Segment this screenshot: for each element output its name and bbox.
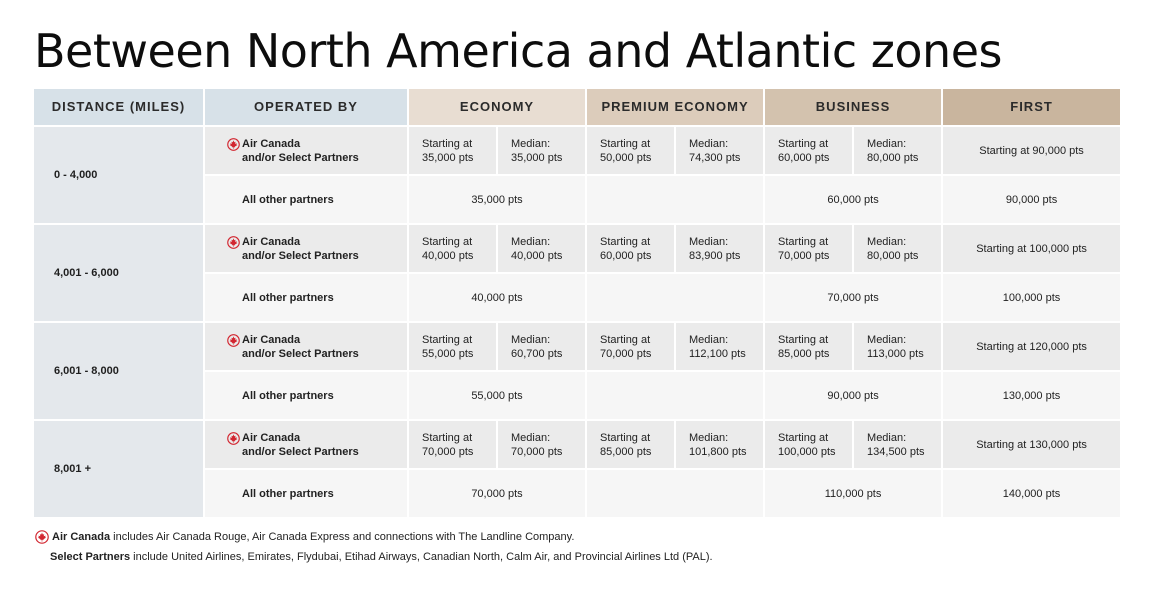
operator-other-partners: All other partners xyxy=(205,176,409,225)
table-row xyxy=(34,225,1122,274)
footnote-sp-text: include United Airlines, Emirates, Flydubai, Etihad Airways, Canadian North, Calm Air, and Provincial Airlines Ltd (PAL). xyxy=(133,551,713,563)
premium-starting-value: 85,000 pts xyxy=(600,445,652,458)
business-starting-label: Starting at xyxy=(778,137,829,150)
economy-median-label: Median: xyxy=(511,235,551,248)
table-row xyxy=(34,323,1122,372)
economy-median xyxy=(498,421,587,470)
footnote-select-partners xyxy=(50,551,713,563)
first-starting: Starting at 90,000 pts xyxy=(943,127,1122,176)
business-median-value: 80,000 pts xyxy=(867,151,919,164)
economy-other: 55,000 pts xyxy=(409,372,587,421)
table-row xyxy=(34,421,1122,470)
business-other: 110,000 pts xyxy=(765,470,943,519)
header-business: BUSINESS xyxy=(765,89,943,127)
premium-starting xyxy=(587,225,676,274)
business-median-value: 80,000 pts xyxy=(867,249,919,262)
economy-median-value: 70,000 pts xyxy=(511,445,563,458)
page-title: Between North America and Atlantic zones xyxy=(34,24,1002,78)
premium-other xyxy=(587,372,765,421)
economy-median-value: 60,700 pts xyxy=(511,347,563,360)
premium-starting xyxy=(587,127,676,176)
business-median-value: 113,000 pts xyxy=(867,347,924,360)
header-row xyxy=(34,89,1122,127)
economy-starting-value: 70,000 pts xyxy=(422,445,474,458)
business-starting-value: 70,000 pts xyxy=(778,249,830,262)
premium-median xyxy=(676,421,765,470)
distance-band: 4,001 - 6,000 xyxy=(34,225,205,323)
economy-median-value: 40,000 pts xyxy=(511,249,563,262)
header-first: FIRST xyxy=(943,89,1122,127)
maple-leaf-icon xyxy=(225,236,242,249)
premium-starting-label: Starting at xyxy=(600,333,651,346)
business-starting-value: 60,000 pts xyxy=(778,151,830,164)
operator-air-canada xyxy=(205,421,409,470)
business-starting-value: 100,000 pts xyxy=(778,445,836,458)
economy-median-label: Median: xyxy=(511,431,551,444)
premium-starting-label: Starting at xyxy=(600,431,651,444)
operator-line1: Air Canada xyxy=(242,235,301,248)
operator-line2: and/or Select Partners xyxy=(242,249,359,262)
header-premium-economy: PREMIUM ECONOMY xyxy=(587,89,765,127)
footnote-sp-bold: Select Partners xyxy=(50,551,131,563)
business-median xyxy=(854,323,943,372)
first-starting: Starting at 130,000 pts xyxy=(943,421,1122,470)
operator-other-partners: All other partners xyxy=(205,470,409,519)
operator-line1: Air Canada xyxy=(242,333,301,346)
footnote-air-canada xyxy=(34,530,574,544)
premium-median xyxy=(676,225,765,274)
premium-starting-value: 60,000 pts xyxy=(600,249,652,262)
first-other: 100,000 pts xyxy=(943,274,1122,323)
business-median xyxy=(854,421,943,470)
operator-line2: and/or Select Partners xyxy=(242,445,359,458)
economy-starting xyxy=(409,225,498,274)
footnote-ac-bold: Air Canada xyxy=(52,531,111,543)
business-median xyxy=(854,127,943,176)
business-starting-label: Starting at xyxy=(778,235,829,248)
business-median-label: Median: xyxy=(867,431,907,444)
operator-other-partners: All other partners xyxy=(205,274,409,323)
premium-starting-value: 50,000 pts xyxy=(600,151,652,164)
operator-air-canada xyxy=(205,323,409,372)
premium-median-label: Median: xyxy=(689,137,729,150)
maple-leaf-icon xyxy=(225,334,242,347)
business-other: 90,000 pts xyxy=(765,372,943,421)
business-median-label: Median: xyxy=(867,235,907,248)
business-other: 60,000 pts xyxy=(765,176,943,225)
first-other: 90,000 pts xyxy=(943,176,1122,225)
operator-air-canada xyxy=(205,127,409,176)
distance-band: 6,001 - 8,000 xyxy=(34,323,205,421)
premium-median-value: 83,900 pts xyxy=(689,249,741,262)
economy-median-label: Median: xyxy=(511,333,551,346)
economy-starting-value: 40,000 pts xyxy=(422,249,474,262)
economy-median xyxy=(498,127,587,176)
award-chart-table xyxy=(34,89,1122,519)
premium-median xyxy=(676,127,765,176)
maple-leaf-icon xyxy=(34,530,50,544)
operator-line2: and/or Select Partners xyxy=(242,151,359,164)
business-median-label: Median: xyxy=(867,333,907,346)
premium-median-value: 74,300 pts xyxy=(689,151,741,164)
business-starting xyxy=(765,225,854,274)
business-starting xyxy=(765,421,854,470)
first-other: 130,000 pts xyxy=(943,372,1122,421)
business-median-value: 134,500 pts xyxy=(867,445,925,458)
operator-line2: and/or Select Partners xyxy=(242,347,359,360)
economy-starting-label: Starting at xyxy=(422,431,473,444)
business-median xyxy=(854,225,943,274)
first-starting: Starting at 120,000 pts xyxy=(943,323,1122,372)
table-row xyxy=(34,127,1122,176)
footnote-ac-text: includes Air Canada Rouge, Air Canada Express and connections with The Landline Company. xyxy=(113,531,575,543)
economy-starting-label: Starting at xyxy=(422,235,473,248)
business-starting xyxy=(765,323,854,372)
premium-median-label: Median: xyxy=(689,431,729,444)
header-economy: ECONOMY xyxy=(409,89,587,127)
premium-starting xyxy=(587,421,676,470)
premium-other xyxy=(587,176,765,225)
business-median-label: Median: xyxy=(867,137,907,150)
maple-leaf-icon xyxy=(225,138,242,151)
premium-starting-label: Starting at xyxy=(600,137,651,150)
economy-median xyxy=(498,225,587,274)
economy-starting-label: Starting at xyxy=(422,137,473,150)
economy-median-label: Median: xyxy=(511,137,551,150)
premium-starting-value: 70,000 pts xyxy=(600,347,652,360)
business-starting-label: Starting at xyxy=(778,333,829,346)
premium-starting xyxy=(587,323,676,372)
distance-band: 0 - 4,000 xyxy=(34,127,205,225)
operator-air-canada xyxy=(205,225,409,274)
header-distance: DISTANCE (MILES) xyxy=(34,89,205,127)
operator-other-partners: All other partners xyxy=(205,372,409,421)
premium-other xyxy=(587,470,765,519)
economy-other: 70,000 pts xyxy=(409,470,587,519)
first-other: 140,000 pts xyxy=(943,470,1122,519)
operator-line1: Air Canada xyxy=(242,431,301,444)
premium-other xyxy=(587,274,765,323)
business-other: 70,000 pts xyxy=(765,274,943,323)
operator-line1: Air Canada xyxy=(242,137,301,150)
economy-median xyxy=(498,323,587,372)
header-operated-by: OPERATED BY xyxy=(205,89,409,127)
economy-starting-value: 55,000 pts xyxy=(422,347,474,360)
economy-starting-value: 35,000 pts xyxy=(422,151,474,164)
maple-leaf-icon xyxy=(225,432,242,445)
premium-median-value: 101,800 pts xyxy=(689,445,747,458)
economy-other: 35,000 pts xyxy=(409,176,587,225)
economy-starting xyxy=(409,421,498,470)
economy-starting xyxy=(409,323,498,372)
business-starting-label: Starting at xyxy=(778,431,829,444)
premium-starting-label: Starting at xyxy=(600,235,651,248)
premium-median-label: Median: xyxy=(689,235,729,248)
economy-other: 40,000 pts xyxy=(409,274,587,323)
premium-median-value: 112,100 pts xyxy=(689,347,746,360)
premium-median-label: Median: xyxy=(689,333,729,346)
economy-starting-label: Starting at xyxy=(422,333,473,346)
business-starting xyxy=(765,127,854,176)
distance-band: 8,001 + xyxy=(34,421,205,519)
economy-median-value: 35,000 pts xyxy=(511,151,563,164)
premium-median xyxy=(676,323,765,372)
business-starting-value: 85,000 pts xyxy=(778,347,830,360)
economy-starting xyxy=(409,127,498,176)
first-starting: Starting at 100,000 pts xyxy=(943,225,1122,274)
